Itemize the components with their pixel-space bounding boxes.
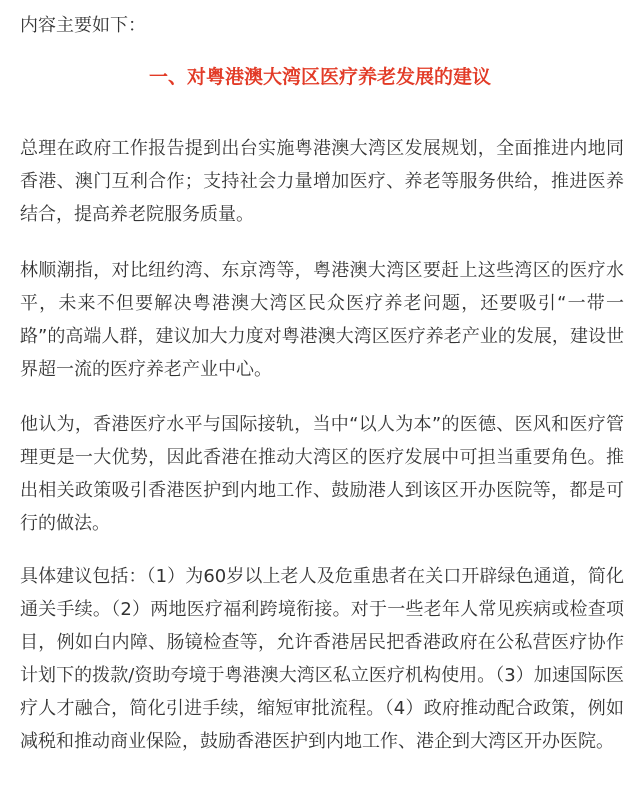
section-heading: 一、对粤港澳大湾区医疗养老发展的建议 xyxy=(148,66,491,88)
paragraph-hong-kong-advantage: 他认为，香港医疗水平与国际接轨，当中“以人为本”的医德、医风和医疗管理更是一大优势，因此香港在推动大湾区的医疗发展中可担当重要角色。推出相关政策吸引香港医护到内地工作、鼓励港人到该区开办医院等，都是可行的做法。 xyxy=(20,414,624,534)
paragraph-specific-suggestions: 具体建议包括：（1）为60岁以上老人及危重患者在关口开辟绿色通道，简化通关手续。（2）两地医疗福利跨境衔接。对于一些老年人常见疾病或检查项目，例如白内障、肠镜检查等，允许香港居民把香港政府在公私营医疗协作计划下的拨款/资助夸境于粤港澳大湾区私立医疗机构使用。（3）加速国际医疗人才融合，简化引进手续，缩短审批流程。（4）政府推动配合政策，例如减税和推动商业保险，鼓励香港医护到内地工作、港企到大湾区开办医院。 xyxy=(20,566,624,752)
paragraph-lam-proposal: 林顺潮指，对比纽约湾、东京湾等，粤港澳大湾区要赶上这些湾区的医疗水平，未来不但要解决粤港澳大湾区民众医疗养老问题，还要吸引“一带一路”的高端人群，建议加大力度对粤港澳大湾区医疗养老产业的发展，建设世界超一流的医疗养老产业中心。 xyxy=(20,260,624,380)
paragraph-government-report: 总理在政府工作报告提到出台实施粤港澳大湾区发展规划，全面推进内地同香港、澳门互利合作；支持社会力量增加医疗、养老等服务供给，推进医养结合，提高养老院服务质量。 xyxy=(20,138,624,225)
intro-line: 内容主要如下： xyxy=(20,15,146,36)
